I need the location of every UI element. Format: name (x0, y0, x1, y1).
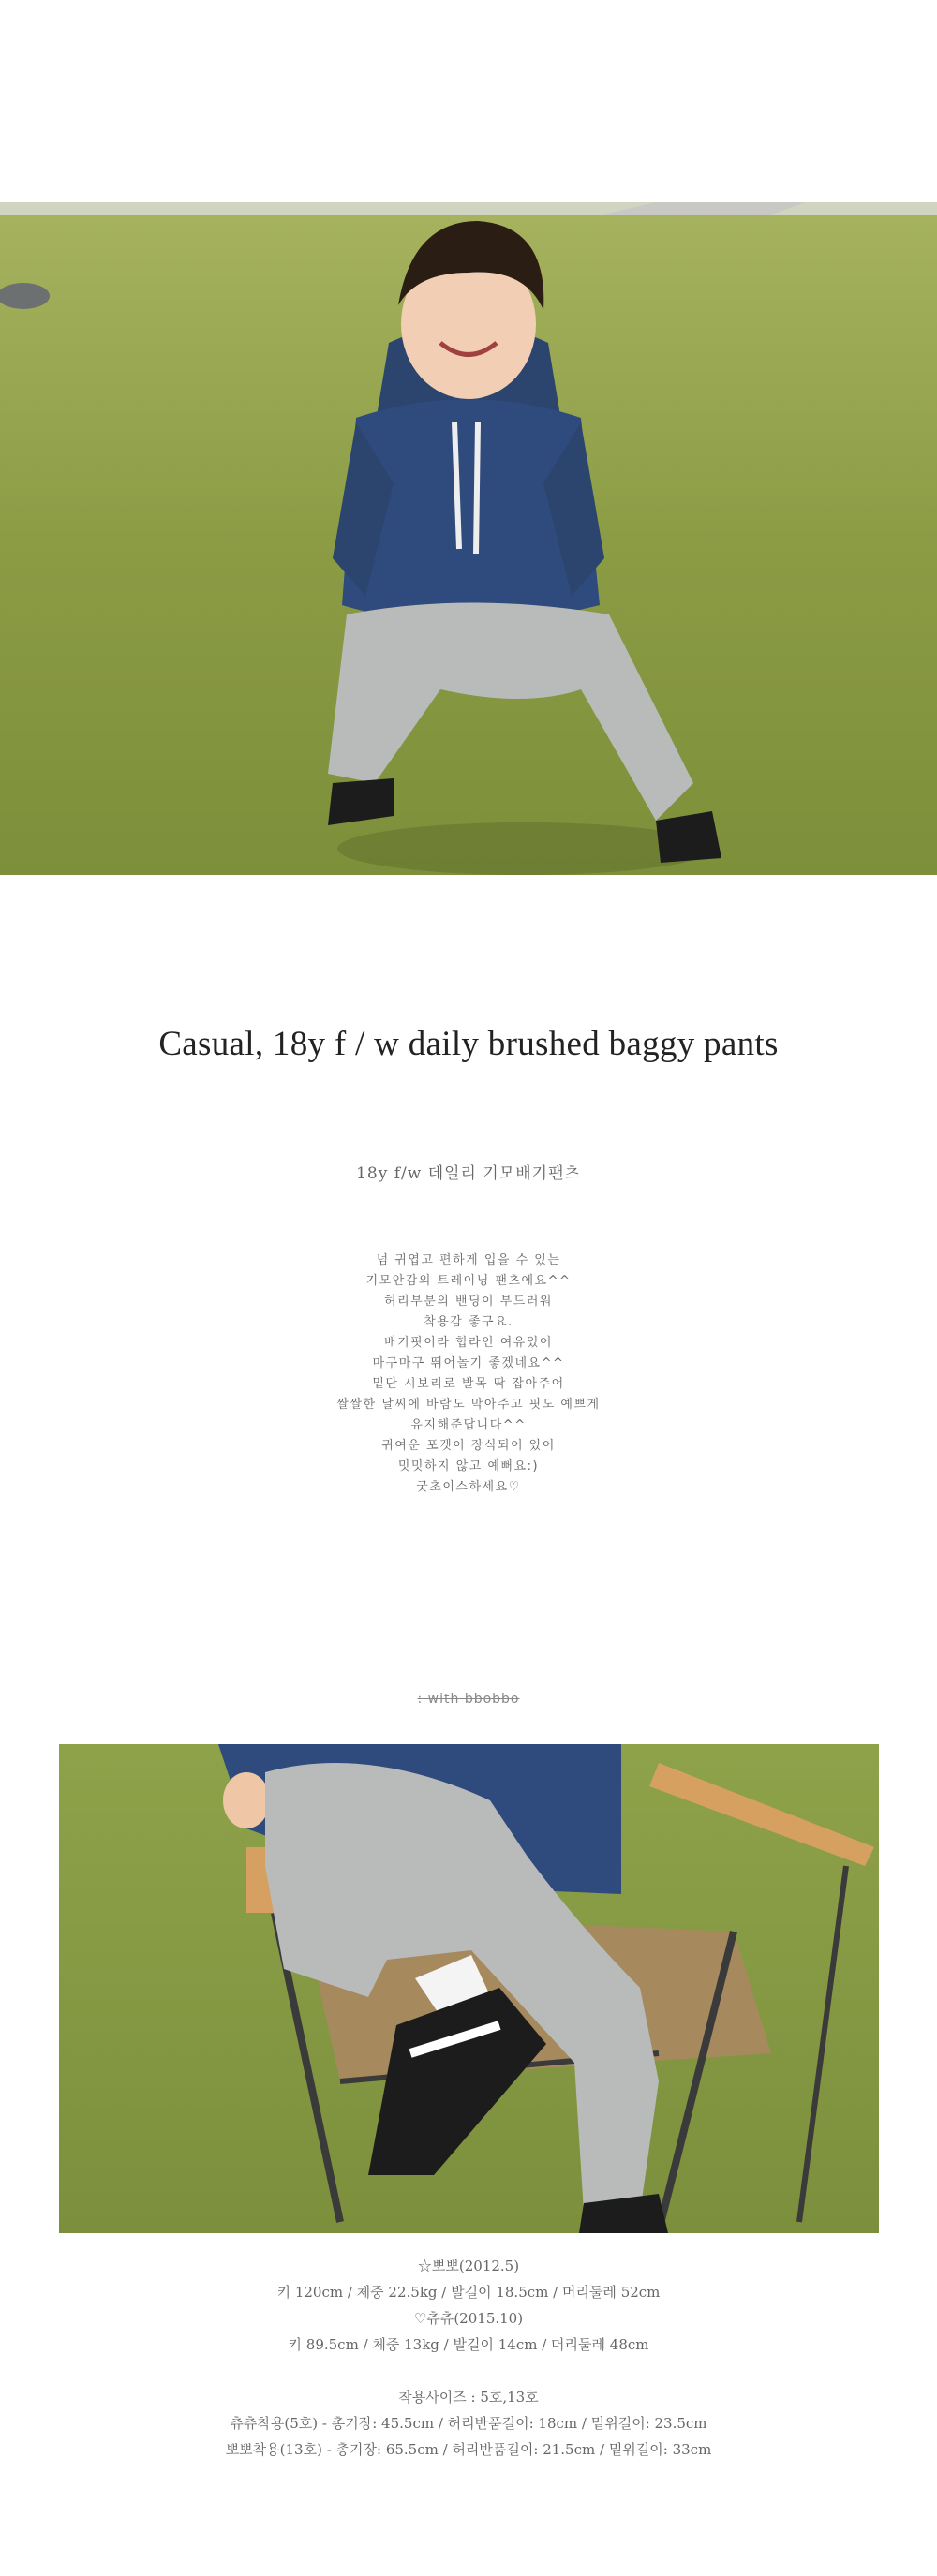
description-line: 유지해준답니다^^ (410, 1418, 527, 1432)
description (0, 1251, 937, 1498)
size-label: 착용사이즈 : 5호,13호 (398, 2389, 539, 2406)
description-line: 밑단 시보리로 발목 딱 잡아주어 (372, 1377, 565, 1391)
product-photo-main (0, 202, 937, 875)
model-stats: 키 120cm / 체중 22.5kg / 발길이 18.5cm / 머리둘레 52cm (276, 2284, 661, 2301)
description-line: 배기핏이라 힙라인 여유있어 (384, 1336, 553, 1350)
model-name: ☆뽀뽀(2012.5) (417, 2258, 520, 2274)
description-line: 밋밋하지 않고 예뻐요:) (397, 1459, 540, 1473)
description-line: 기모안감의 트레이닝 팬츠에요^^ (365, 1274, 572, 1288)
description-line: 쌀쌀한 날씨에 바람도 막아주고 핏도 예쁘게 (336, 1398, 601, 1412)
model-name: ♡츄츄(2015.10) (413, 2310, 524, 2327)
description-line: 넘 귀엽고 편하게 입을 수 있는 (376, 1253, 561, 1267)
model-size-info (0, 2253, 937, 2463)
model-stats: 키 89.5cm / 체중 13kg / 발길이 14cm / 머리둘레 48cm (288, 2336, 649, 2353)
product-subtitle: 18y f/w 데일리 기모배기팬츠 (356, 1164, 581, 1183)
description-line: 착용감 좋구요. (424, 1315, 513, 1329)
size-row: 뽀뽀착용(13호) - 총기장: 65.5cm / 허리반품길이: 21.5cm / 밑위길이: 33cm (225, 2441, 712, 2458)
product-title: Casual, 18y f / w daily brushed baggy pants (158, 1025, 779, 1063)
description-line: 귀여운 포켓이 장식되어 있어 (381, 1439, 556, 1453)
with-label: : with bbobbo (417, 1692, 520, 1707)
description-line: 허리부분의 밴딩이 부드러워 (384, 1295, 553, 1309)
description-line: 굿초이스하세요♡ (416, 1480, 521, 1494)
spacer (0, 2358, 937, 2384)
size-row: 츄츄착용(5호) - 총기장: 45.5cm / 허리반품길이: 18cm / 밑위길이: 23.5cm (230, 2415, 707, 2432)
product-photo-detail (59, 1744, 879, 2233)
description-line: 마구마구 뛰어놀기 좋겠네요^^ (372, 1356, 565, 1370)
